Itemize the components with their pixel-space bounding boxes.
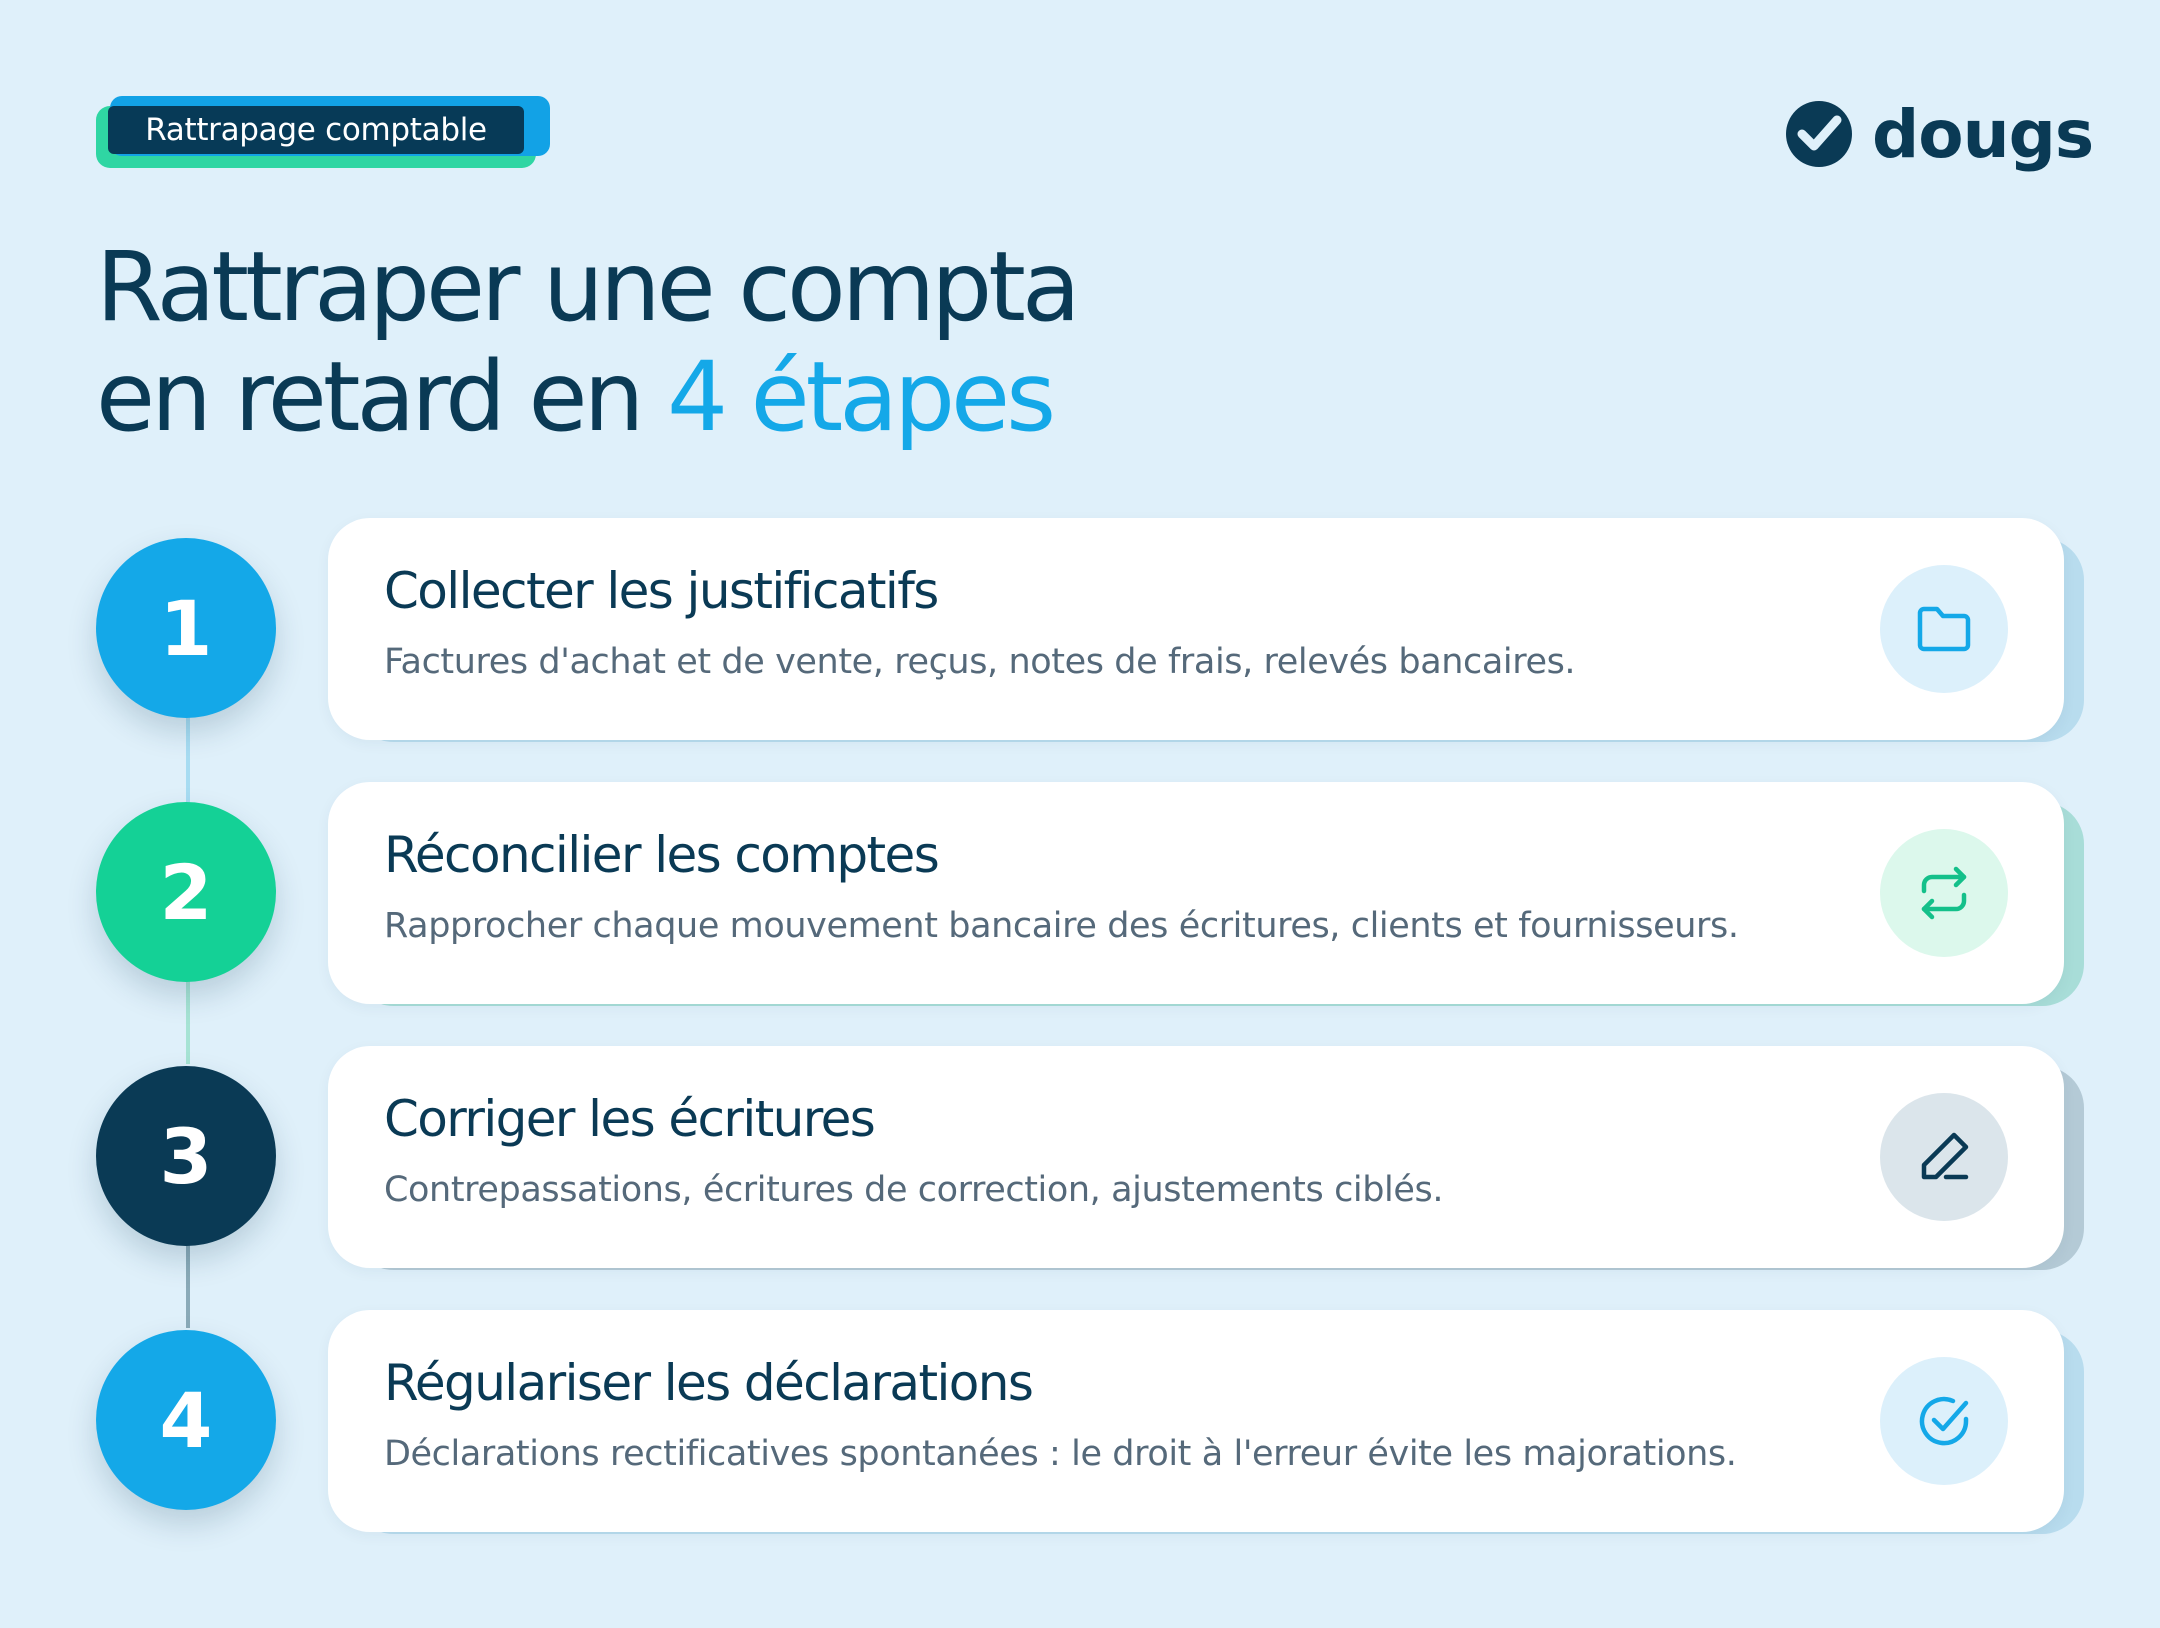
category-badge [96,96,550,170]
category-badge-label: Rattrapage comptable [108,106,524,154]
step-title: Réconcilier les comptes [384,826,939,884]
step-icon-wrap [1880,1357,2008,1485]
step-card [328,1310,2064,1532]
check-circle-icon [1912,1389,1976,1453]
folder-icon [1912,597,1976,661]
step-number-circle [96,1330,276,1510]
step-3 [0,1046,2160,1276]
step-number-circle [96,538,276,718]
title-line-2-prefix: en retard en [96,341,667,453]
step-1 [0,518,2160,748]
step-2 [0,782,2160,1012]
brand-name: dougs [1872,95,2094,173]
step-card [328,518,2064,740]
step-card [328,1046,2064,1268]
step-description: Contrepassations, écritures de correction, ajustements ciblés. [384,1170,1444,1210]
step-title: Régulariser les déclarations [384,1354,1033,1412]
title-line-1: Rattraper une compta [96,231,1077,343]
step-number: 4 [159,1375,213,1465]
step-number-circle [96,1066,276,1246]
step-number: 1 [159,583,213,673]
repeat-icon [1912,861,1976,925]
pen-icon [1912,1125,1976,1189]
step-number-circle [96,802,276,982]
page-title [96,232,1077,452]
dougs-logo [1784,96,2093,172]
step-icon-wrap [1880,1093,2008,1221]
step-title: Corriger les écritures [384,1090,875,1148]
step-description: Rapprocher chaque mouvement bancaire des écritures, clients et fournisseurs. [384,906,1739,946]
step-description: Déclarations rectificatives spontanées : le droit à l'erreur évite les majorations. [384,1434,1737,1474]
step-4 [0,1310,2160,1540]
step-icon-wrap [1880,565,2008,693]
step-icon-wrap [1880,829,2008,957]
step-title: Collecter les justificatifs [384,562,938,620]
check-badge-icon [1784,99,1854,169]
step-number: 3 [159,1111,213,1201]
step-card [328,782,2064,1004]
step-number: 2 [159,847,213,937]
title-line-2-accent: 4 étapes [666,341,1053,453]
step-description: Factures d'achat et de vente, reçus, notes de frais, relevés bancaires. [384,642,1576,682]
